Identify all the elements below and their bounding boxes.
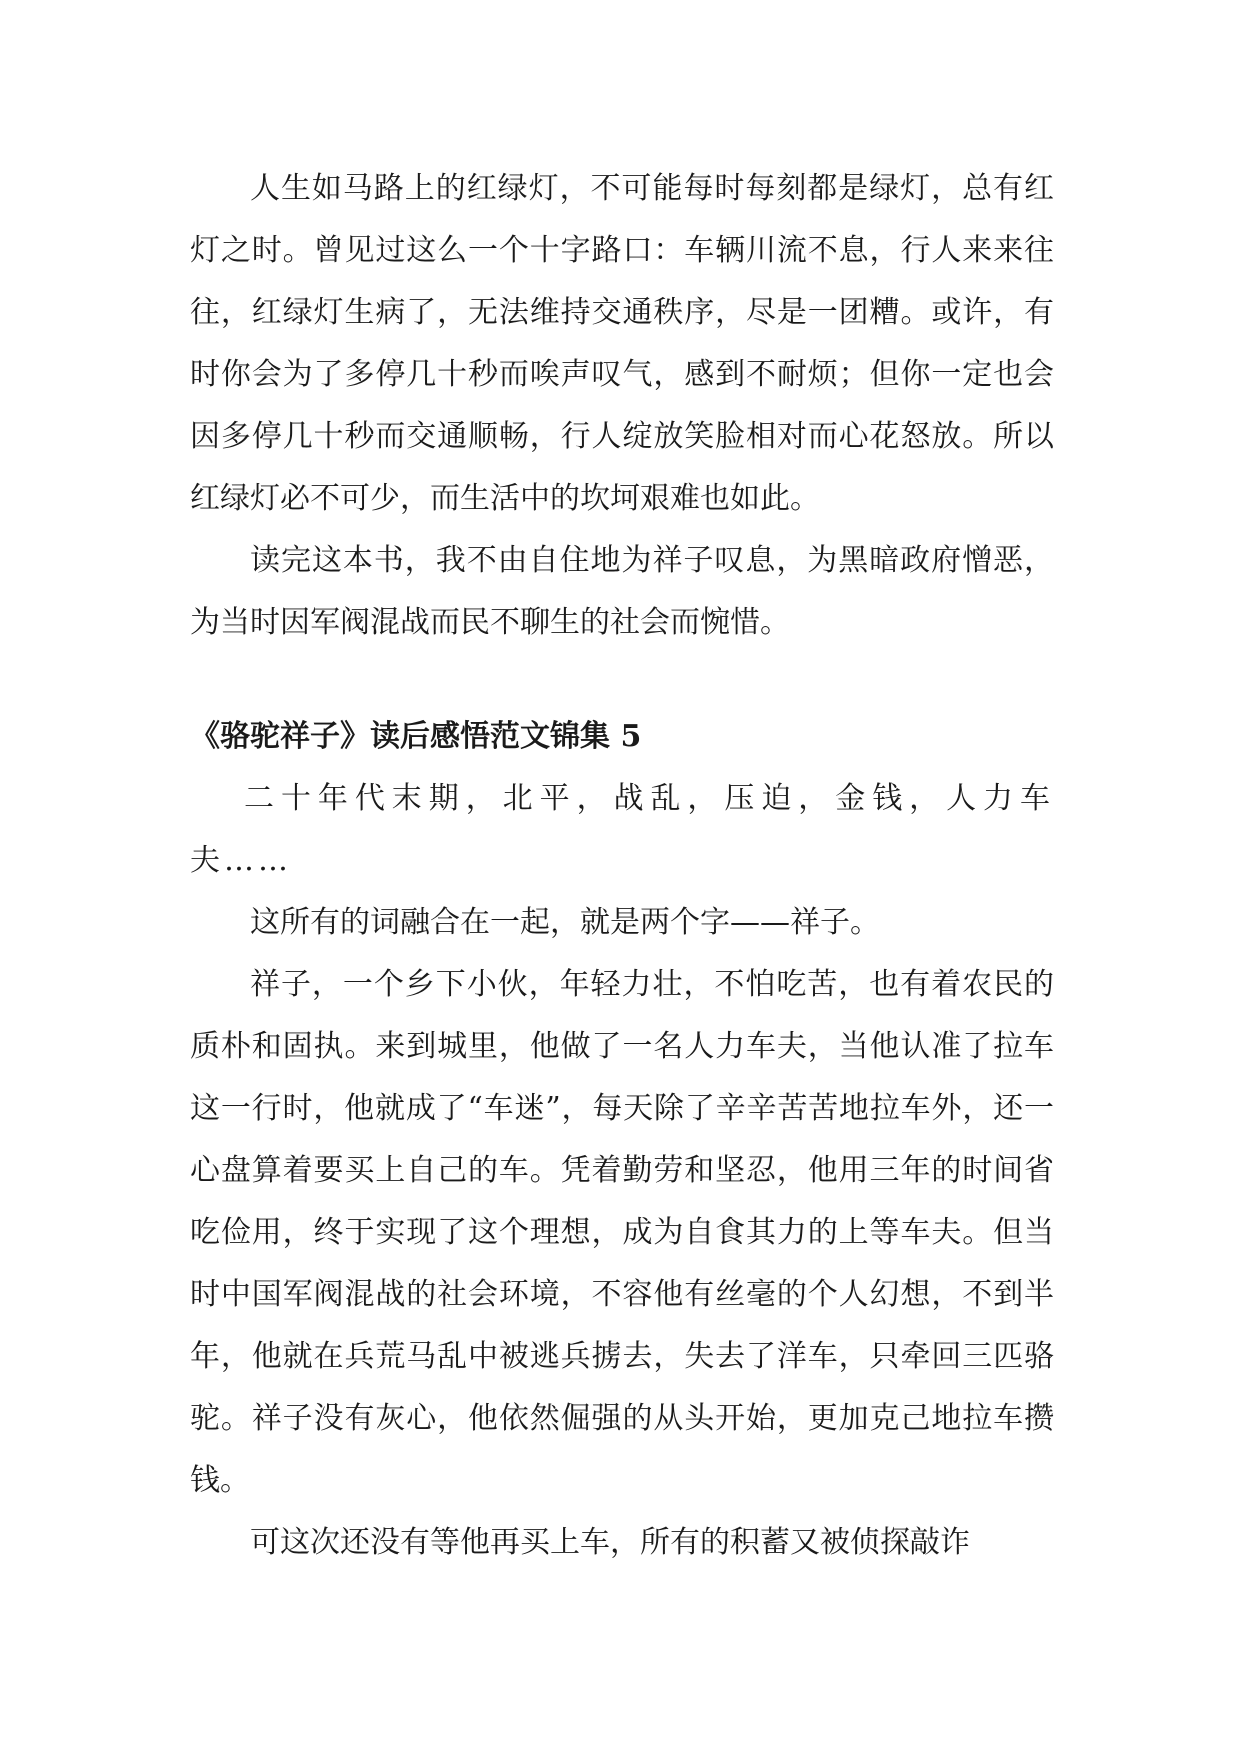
paragraph-traffic-lights: 人生如马路上的红绿灯，不可能每时每刻都是绿灯，总有红灯之时。曾见过这么一个十字路口：车辆川流不息，行人来来往往，红绿灯生病了，无法维持交通秩序，尽是一团糟。或许，有时你会为了多停几十秒而唉声叹气，感到不耐烦；但你一定也会因多停几十秒而交通顺畅，行人绽放笑脸相对而心花怒放。所以红绿灯必不可少，而生活中的坎坷艰难也如此。: [190, 171, 1054, 516]
paragraph-xiangzi-summary: 这所有的词融合在一起，就是两个字——祥子。: [250, 905, 880, 940]
paragraph-xiangzi-story: 祥子，一个乡下小伙，年轻力壮，不怕吃苦，也有着农民的质朴和固执。来到城里，他做了一名人力车夫，当他认准了拉车这一行时，他就成了“车迷”，每天除了辛辛苦苦地拉车外，还一心盘算着要买上自己的车。凭着勤劳和坚忍，他用三年的时间省吃俭用，终于实现了这个理想，成为自食其力的上等车夫。但当时中国军阀混战的社会环境，不容他有丝毫的个人幻想，不到半年，他就在兵荒马乱中被逃兵掳去，失去了洋车，只牵回三匹骆驼。祥子没有灰心，他依然倔强的从头开始，更加克己地拉车攒钱。: [190, 967, 1054, 1498]
section-spacer: [190, 654, 1054, 706]
document-page: [190, 158, 1054, 1574]
section-title: 《骆驼祥子》读后感悟范文锦集 5: [190, 719, 642, 754]
paragraph-intro-keywords: 二十年代末期，北平，战乱，压迫，金钱，人力车夫……: [190, 781, 1054, 878]
paragraph-after-reading: 读完这本书，我不由自住地为祥子叹息，为黑暗政府憎恶，为当时因军阀混战而民不聊生的社会而惋惜。: [190, 543, 1054, 640]
paragraph-savings-extorted: 可这次还没有等他再买上车，所有的积蓄又被侦探敲诈: [250, 1525, 970, 1560]
